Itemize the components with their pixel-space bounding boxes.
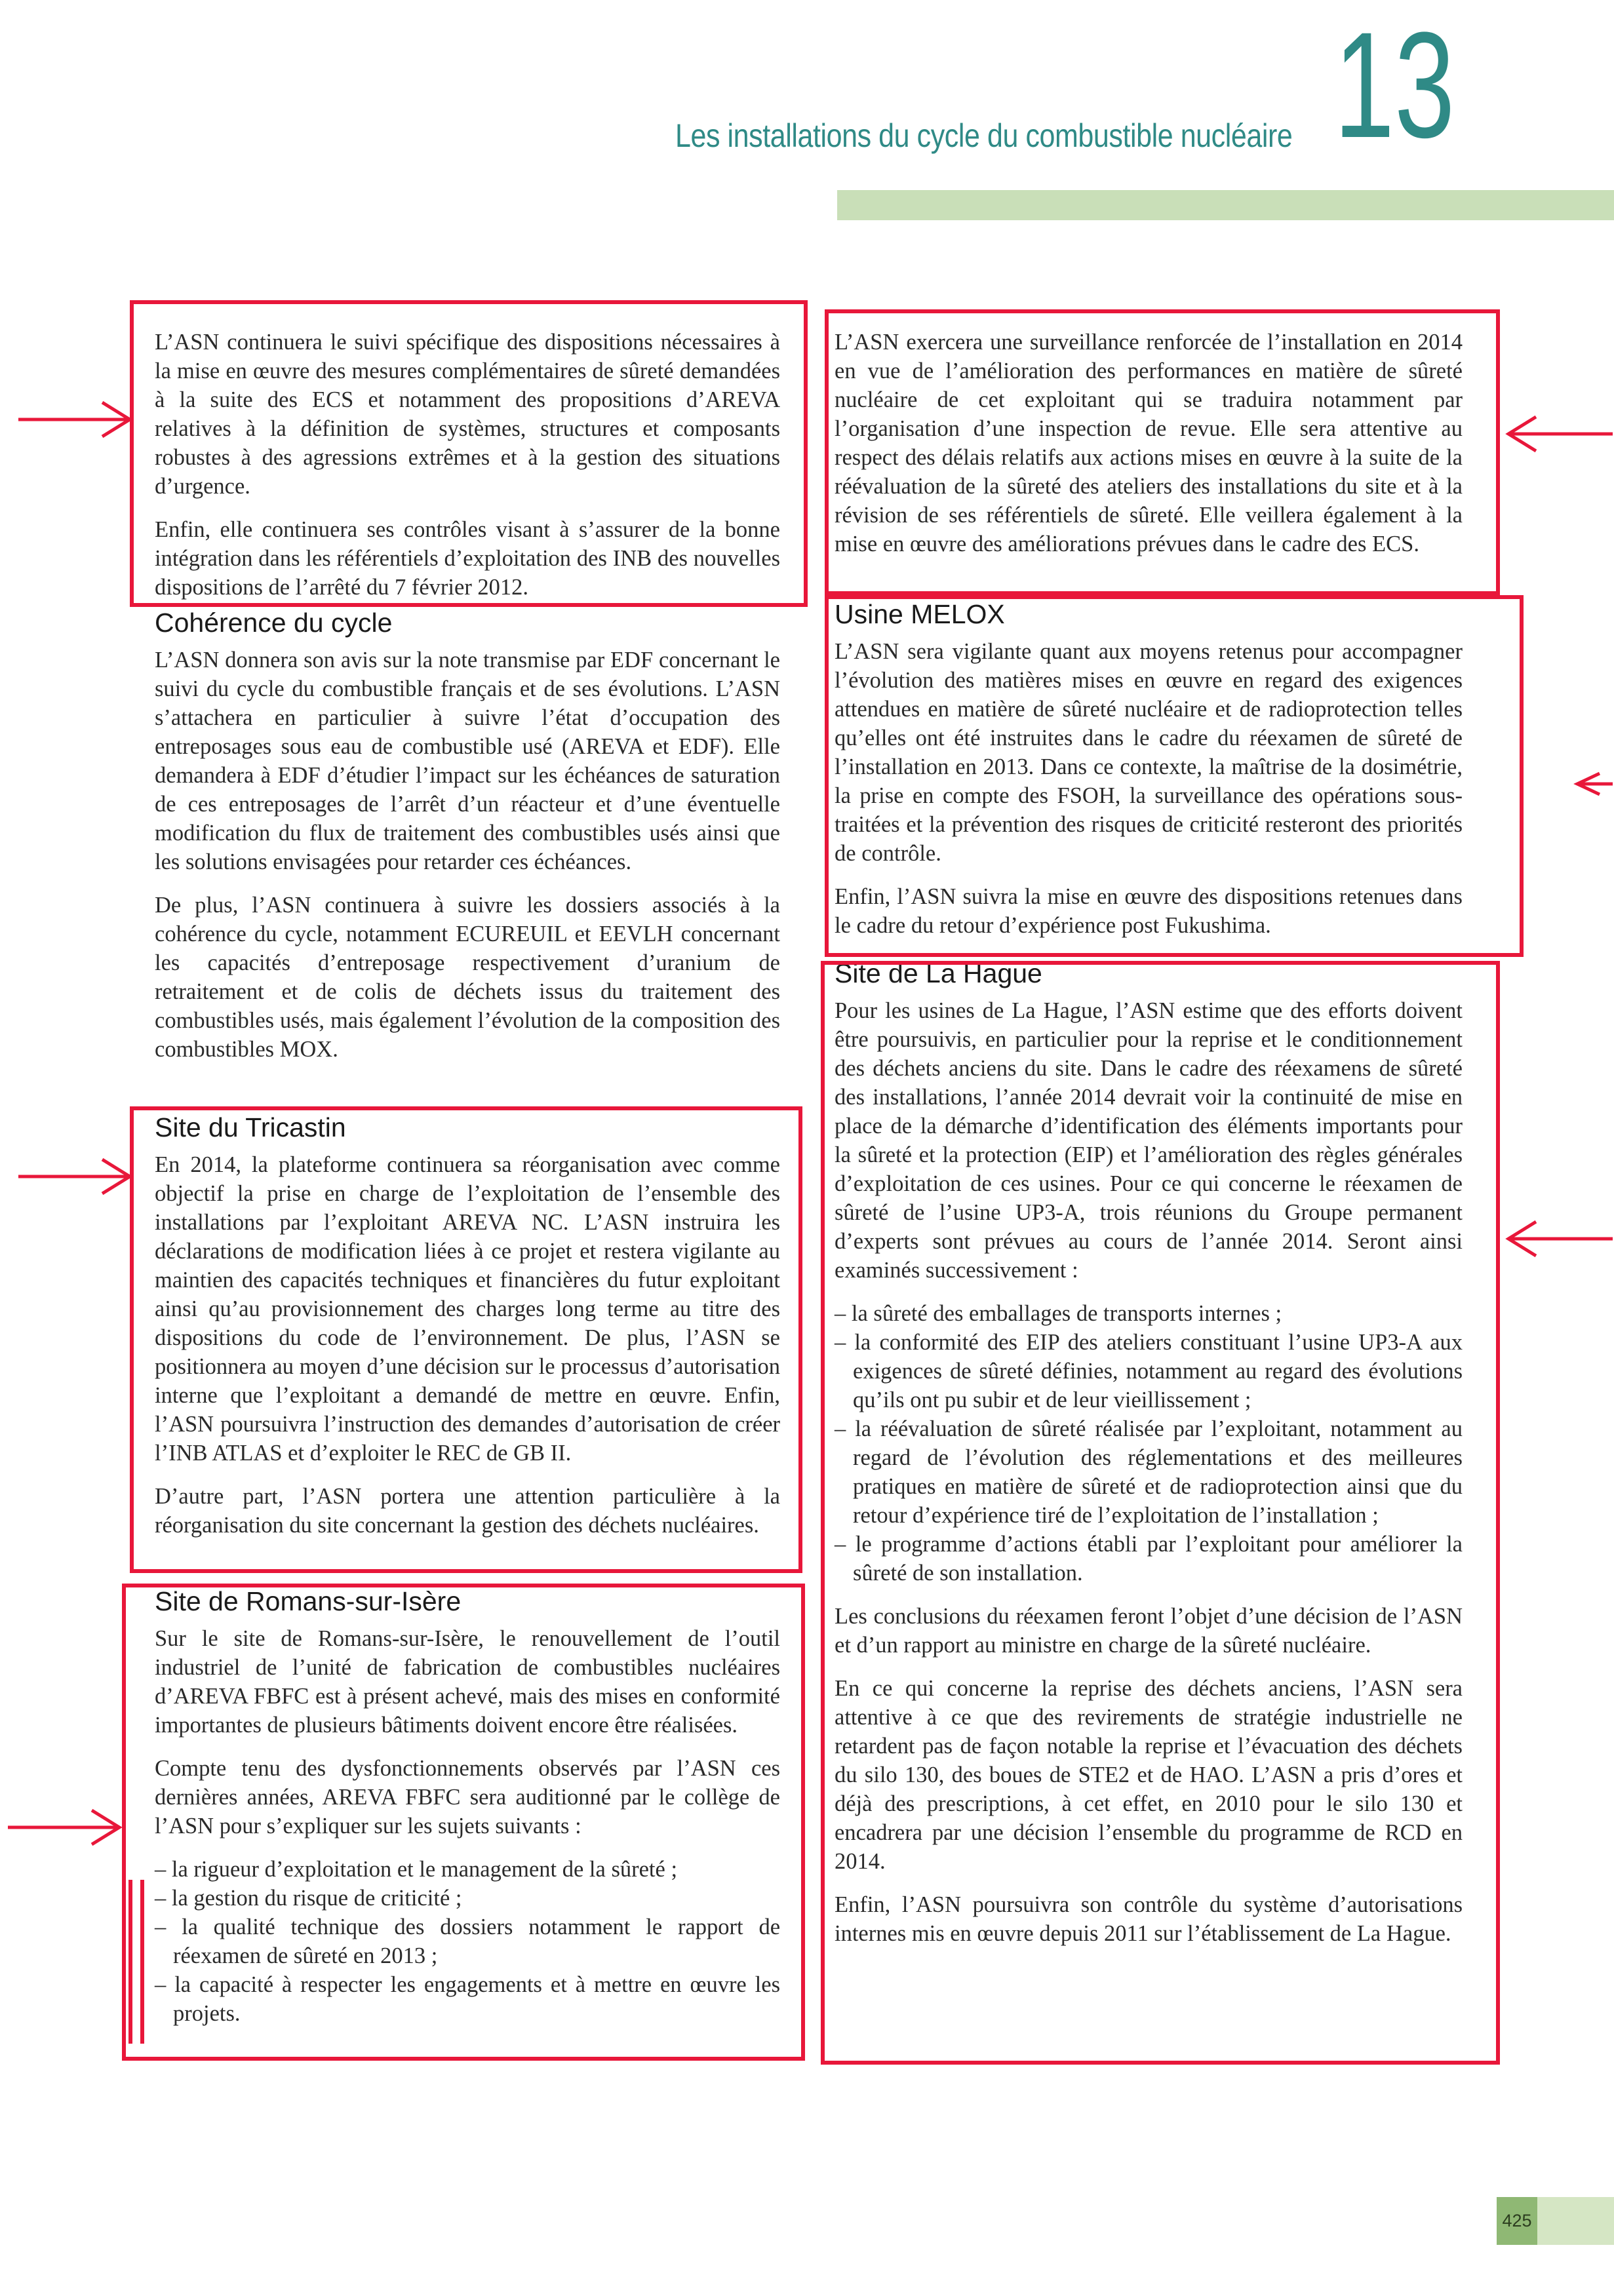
list-item: – la gestion du risque de criticité ;: [155, 1884, 780, 1913]
paragraph: En ce qui concerne la reprise des déchets anciens, l’ASN sera attentive à ce que des revirements de stratégie industrielle ne retardent pas de façon notable la reprise et l’évacuation des déchets du silo 130, des boues de STE2 et de HAO. L’ASN a pris d’ores et déjà des prescriptions, à cet effet, en 2010 pour le silo 130 et encadrera par une décision l’ensemble du programme de RCD en 2014.: [835, 1676, 1463, 1874]
paragraph: L’ASN donnera son avis sur la note transmise par EDF concernant le suivi du cycle du combustible français et de ses évolutions. L’ASN s’attachera en particulier à suivre l’état d’occupation des entreposages sous eau de combustible usé (AREVA et EDF). Elle demandera à EDF d’étudier l’impact sur les échéances de saturation de ces entreposages de l’arrêt d’un réacteur et d’une éventuelle modification du flux de traitement des combustibles usés ainsi que les solutions envisagées pour retarder ces échéances.: [155, 648, 780, 874]
right-arrow-icon: [17, 400, 134, 439]
paragraph: Pour les usines de La Hague, l’ASN estime que des efforts doivent être poursuivis, en particulier pour la reprise et le conditionnement des déchets anciens du site. Dans le cadre des réexamens de sûreté des installations, l’année 2014 devrait voir la continuité de mise en place de la démarche d’identification des éléments importants pour la sûreté et la protection (EIP) et l’amélioration des règles générales d’exploitation de ces usines. Pour ce qui concerne le réexamen de sûreté de l’usine UP3-A, trois réunions du Groupe permanent d’experts sont prévues au cours de l’année 2014. Seront ainsi examinés successivement :: [835, 998, 1463, 1283]
paragraph: Compte tenu des dysfonctionnements observés par l’ASN ces dernières années, AREVA FBFC sera auditionné par le collège de l’ASN pour s’expliquer sur les sujets suivants :: [155, 1756, 780, 1839]
paragraph: L’ASN sera vigilante quant aux moyens retenus pour accompagner l’évolution des matières mises en œuvre en regard des exigences attendues en matière de sûreté nucléaire et de radioprotection telles qu’elles ont été instruites dans le cadre du réexamen de sûreté de l’installation en 2013. Dans ce contexte, la maîtrise de la dosimétrie, la prise en compte des FSOH, la surveillance des opérations sous-traitées et la prévention des risques de criticité resteront des priorités de contrôle.: [835, 639, 1463, 866]
chapter-title: Les installations du cycle du combustible nucléaire: [675, 117, 1293, 154]
left-arrow-icon: [1505, 414, 1614, 454]
page-number: 425: [1497, 2197, 1537, 2245]
annotation-box: [130, 1106, 802, 1573]
paragraph: D’autre part, l’ASN portera une attention particulière à la réorganisation du site concernant la gestion des déchets nucléaires.: [155, 1484, 780, 1538]
paragraph: L’ASN continuera le suivi spécifique des dispositions nécessaires à la mise en œuvre des mesures complémentaires de sûreté demandées à la suite des ECS et notamment des propositions d’AREVA relatives à la définition de systèmes, structures et composants robustes à des agressions extrêmes et à la gestion des situations d’urgence.: [155, 330, 780, 499]
list-item: – la sûreté des emballages de transports internes ;: [835, 1299, 1463, 1328]
paragraph: Sur le site de Romans-sur-Isère, le renouvellement de l’outil industriel de l’unité de fabrication de combustibles nucléaires d’AREVA FBFC est à présent achevé, mais des mises en conformité importantes de plusieurs bâtiments doivent encore être réalisées.: [155, 1626, 780, 1738]
section-heading: Site du Tricastin: [155, 1112, 346, 1142]
list-item: – la réévaluation de sûreté réalisée par l’exploitant, notamment au regard de l’évolution des réglementations et des meilleures pratiques en matière de sûreté et de radioprotection ainsi que du retour d’expérience tiré de l’exploitation de l’installation ;: [835, 1414, 1463, 1530]
paragraph: De plus, l’ASN continuera à suivre les dossiers associés à la cohérence du cycle, notamment ECUREUIL et EEVLH concernant les capacités d’entreposage respectivement d’uranium de retraitement et de colis de déchets issus du traitement des combustibles usés, mais également l’évolution de la composition des combustibles MOX.: [155, 893, 780, 1062]
annotation-box: [821, 961, 1500, 2065]
paragraph: En 2014, la plateforme continuera sa réorganisation avec comme objectif la prise en charge de l’exploitation de l’ensemble des installations par l’exploitant AREVA NC. L’ASN instruira les déclarations de modification liées à ce projet et restera vigilante au maintien des capacités techniques et financières du futur exploitant ainsi qu’au provisionnement des charges long terme au titre des dispositions du code de l’environnement. De plus, l’ASN se positionnera au moyen d’une décision sur le processus d’autorisation interne que l’exploitant a demandé de mettre en œuvre. Enfin, l’ASN poursuivra l’instruction des demandes d’autorisation de créer l’INB ATLAS et d’exploiter le REC de GB II.: [155, 1152, 780, 1466]
right-arrow-icon: [17, 1157, 134, 1196]
margin-mark: [140, 1880, 144, 2044]
paragraph: Enfin, elle continuera ses contrôles visant à s’assurer de la bonne intégration dans les référentiels d’exploitation des INB des nouvelles dispositions de l’arrêté du 7 février 2012.: [155, 517, 780, 600]
left-arrow-icon: [1573, 764, 1614, 804]
right-arrow-icon: [7, 1808, 123, 1847]
paragraph: Enfin, l’ASN poursuivra son contrôle du système d’autorisations internes mis en œuvre depuis 2011 sur l’établissement de La Hague.: [835, 1892, 1463, 1946]
chapter-number: 13: [1334, 1, 1455, 169]
list-item: – le programme d’actions établi par l’exploitant pour améliorer la sûreté de son installation.: [835, 1530, 1463, 1587]
section-heading: Usine MELOX: [835, 599, 1005, 629]
section-heading: Site de La Hague: [835, 958, 1042, 988]
list-item: – la qualité technique des dossiers notamment le rapport de réexamen de sûreté en 2013 ;: [155, 1913, 780, 1970]
paragraph: L’ASN exercera une surveillance renforcée de l’installation en 2014 en vue de l’amélioration des performances en matière de sûreté nucléaire de cet exploitant qui se traduira notamment par l’organisation d’une inspection de revue. Elle sera attentive au respect des délais relatifs aux actions mises en œuvre à la suite de la réévaluation de la sûreté des ateliers des installations du site et à la révision de ses référentiels de sûreté. Elle veillera également à la mise en œuvre des améliorations prévues dans le cadre des ECS.: [835, 330, 1463, 556]
section-heading: Cohérence du cycle: [155, 608, 393, 638]
list-item: – la conformité des EIP des ateliers constituant l’usine UP3-A aux exigences de sûreté définies, notamment au regard des évolutions qu’ils ont pu subir et de leur vieillissement ;: [835, 1328, 1463, 1414]
margin-mark: [128, 1880, 132, 2044]
left-arrow-icon: [1505, 1219, 1614, 1258]
section-heading: Site de Romans-sur-Isère: [155, 1586, 462, 1616]
paragraph: Enfin, l’ASN suivra la mise en œuvre des dispositions retenues dans le cadre du retour d’expérience post Fukushima.: [835, 884, 1463, 938]
header-accent-bar: [837, 190, 1614, 220]
annotation-box: [825, 595, 1524, 957]
annotation-box: [122, 1584, 805, 2061]
list-item: – la rigueur d’exploitation et le management de la sûreté ;: [155, 1855, 780, 1884]
paragraph: Les conclusions du réexamen feront l’objet d’une décision de l’ASN et d’un rapport au ministre en charge de la sûreté nucléaire.: [835, 1604, 1463, 1658]
section-coherence: [155, 606, 780, 1078]
annotation-box: [825, 309, 1500, 595]
annotation-box: [130, 300, 808, 607]
list-item: – la capacité à respecter les engagements et à mettre en œuvre les projets.: [155, 1970, 780, 2028]
